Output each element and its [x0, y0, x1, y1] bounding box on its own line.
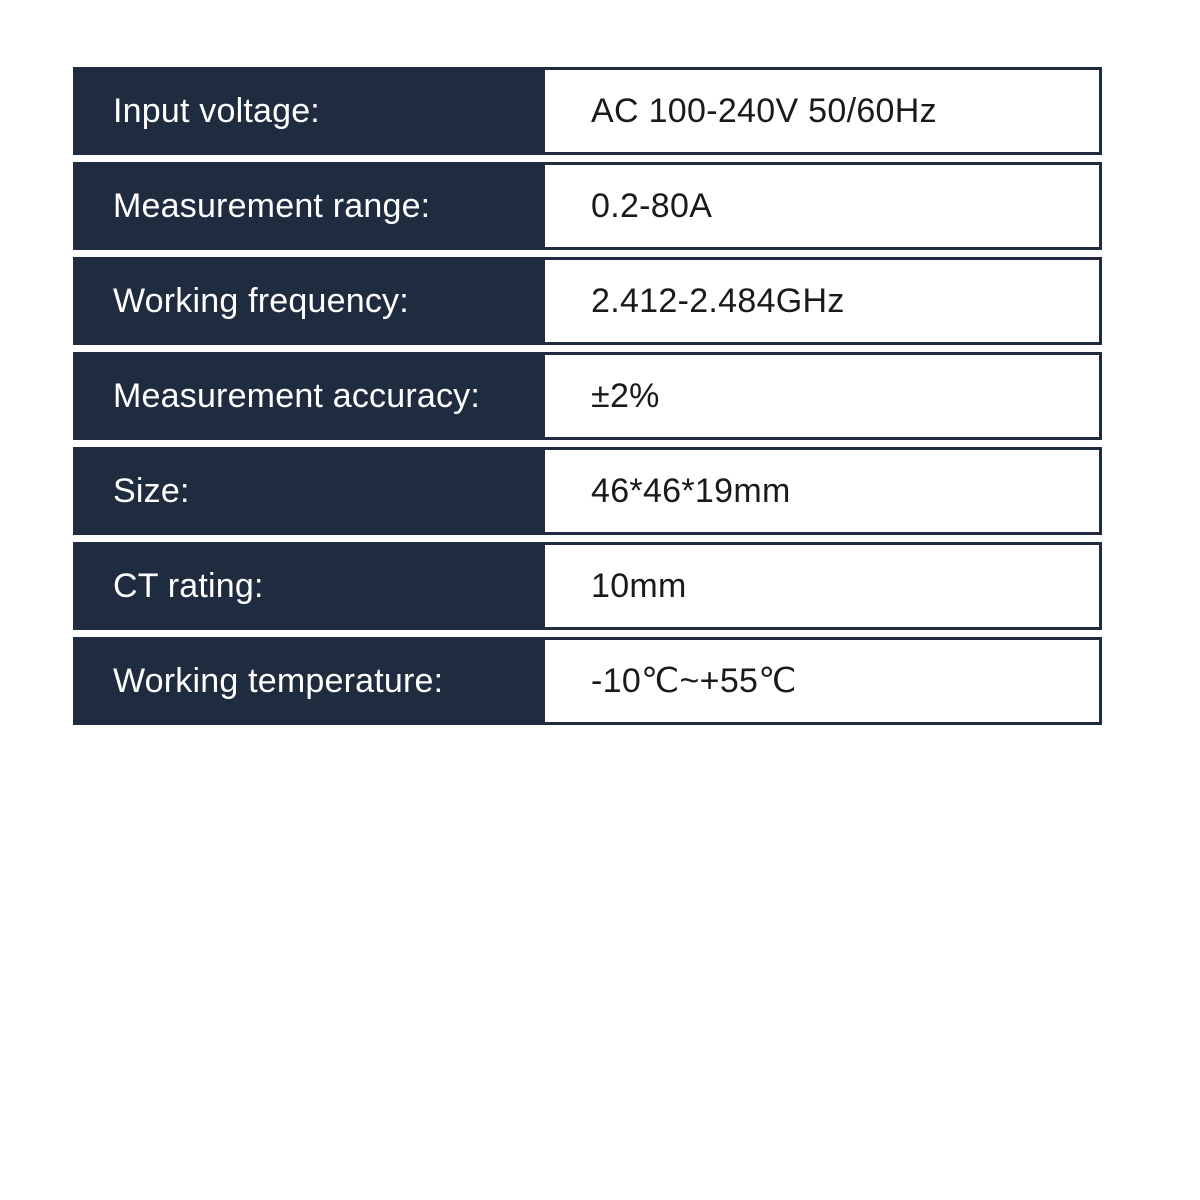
spec-label: Measurement accuracy:	[73, 352, 545, 440]
spec-row-measurement-accuracy	[73, 352, 1102, 440]
spec-value: ±2%	[545, 352, 1102, 440]
spec-row-ct-rating	[73, 542, 1102, 630]
spec-value: AC 100-240V 50/60Hz	[545, 67, 1102, 155]
spec-table	[73, 67, 1102, 732]
spec-label: Working frequency:	[73, 257, 545, 345]
spec-row-measurement-range	[73, 162, 1102, 250]
spec-label: Input voltage:	[73, 67, 545, 155]
spec-row-size	[73, 447, 1102, 535]
spec-row-input-voltage	[73, 67, 1102, 155]
spec-value: 10mm	[545, 542, 1102, 630]
spec-value: 2.412-2.484GHz	[545, 257, 1102, 345]
spec-value: 0.2-80A	[545, 162, 1102, 250]
spec-row-working-temperature	[73, 637, 1102, 725]
spec-value: -10℃~+55℃	[545, 637, 1102, 725]
spec-value: 46*46*19mm	[545, 447, 1102, 535]
spec-label: CT rating:	[73, 542, 545, 630]
spec-label: Measurement range:	[73, 162, 545, 250]
spec-row-working-frequency	[73, 257, 1102, 345]
spec-label: Working temperature:	[73, 637, 545, 725]
spec-label: Size:	[73, 447, 545, 535]
